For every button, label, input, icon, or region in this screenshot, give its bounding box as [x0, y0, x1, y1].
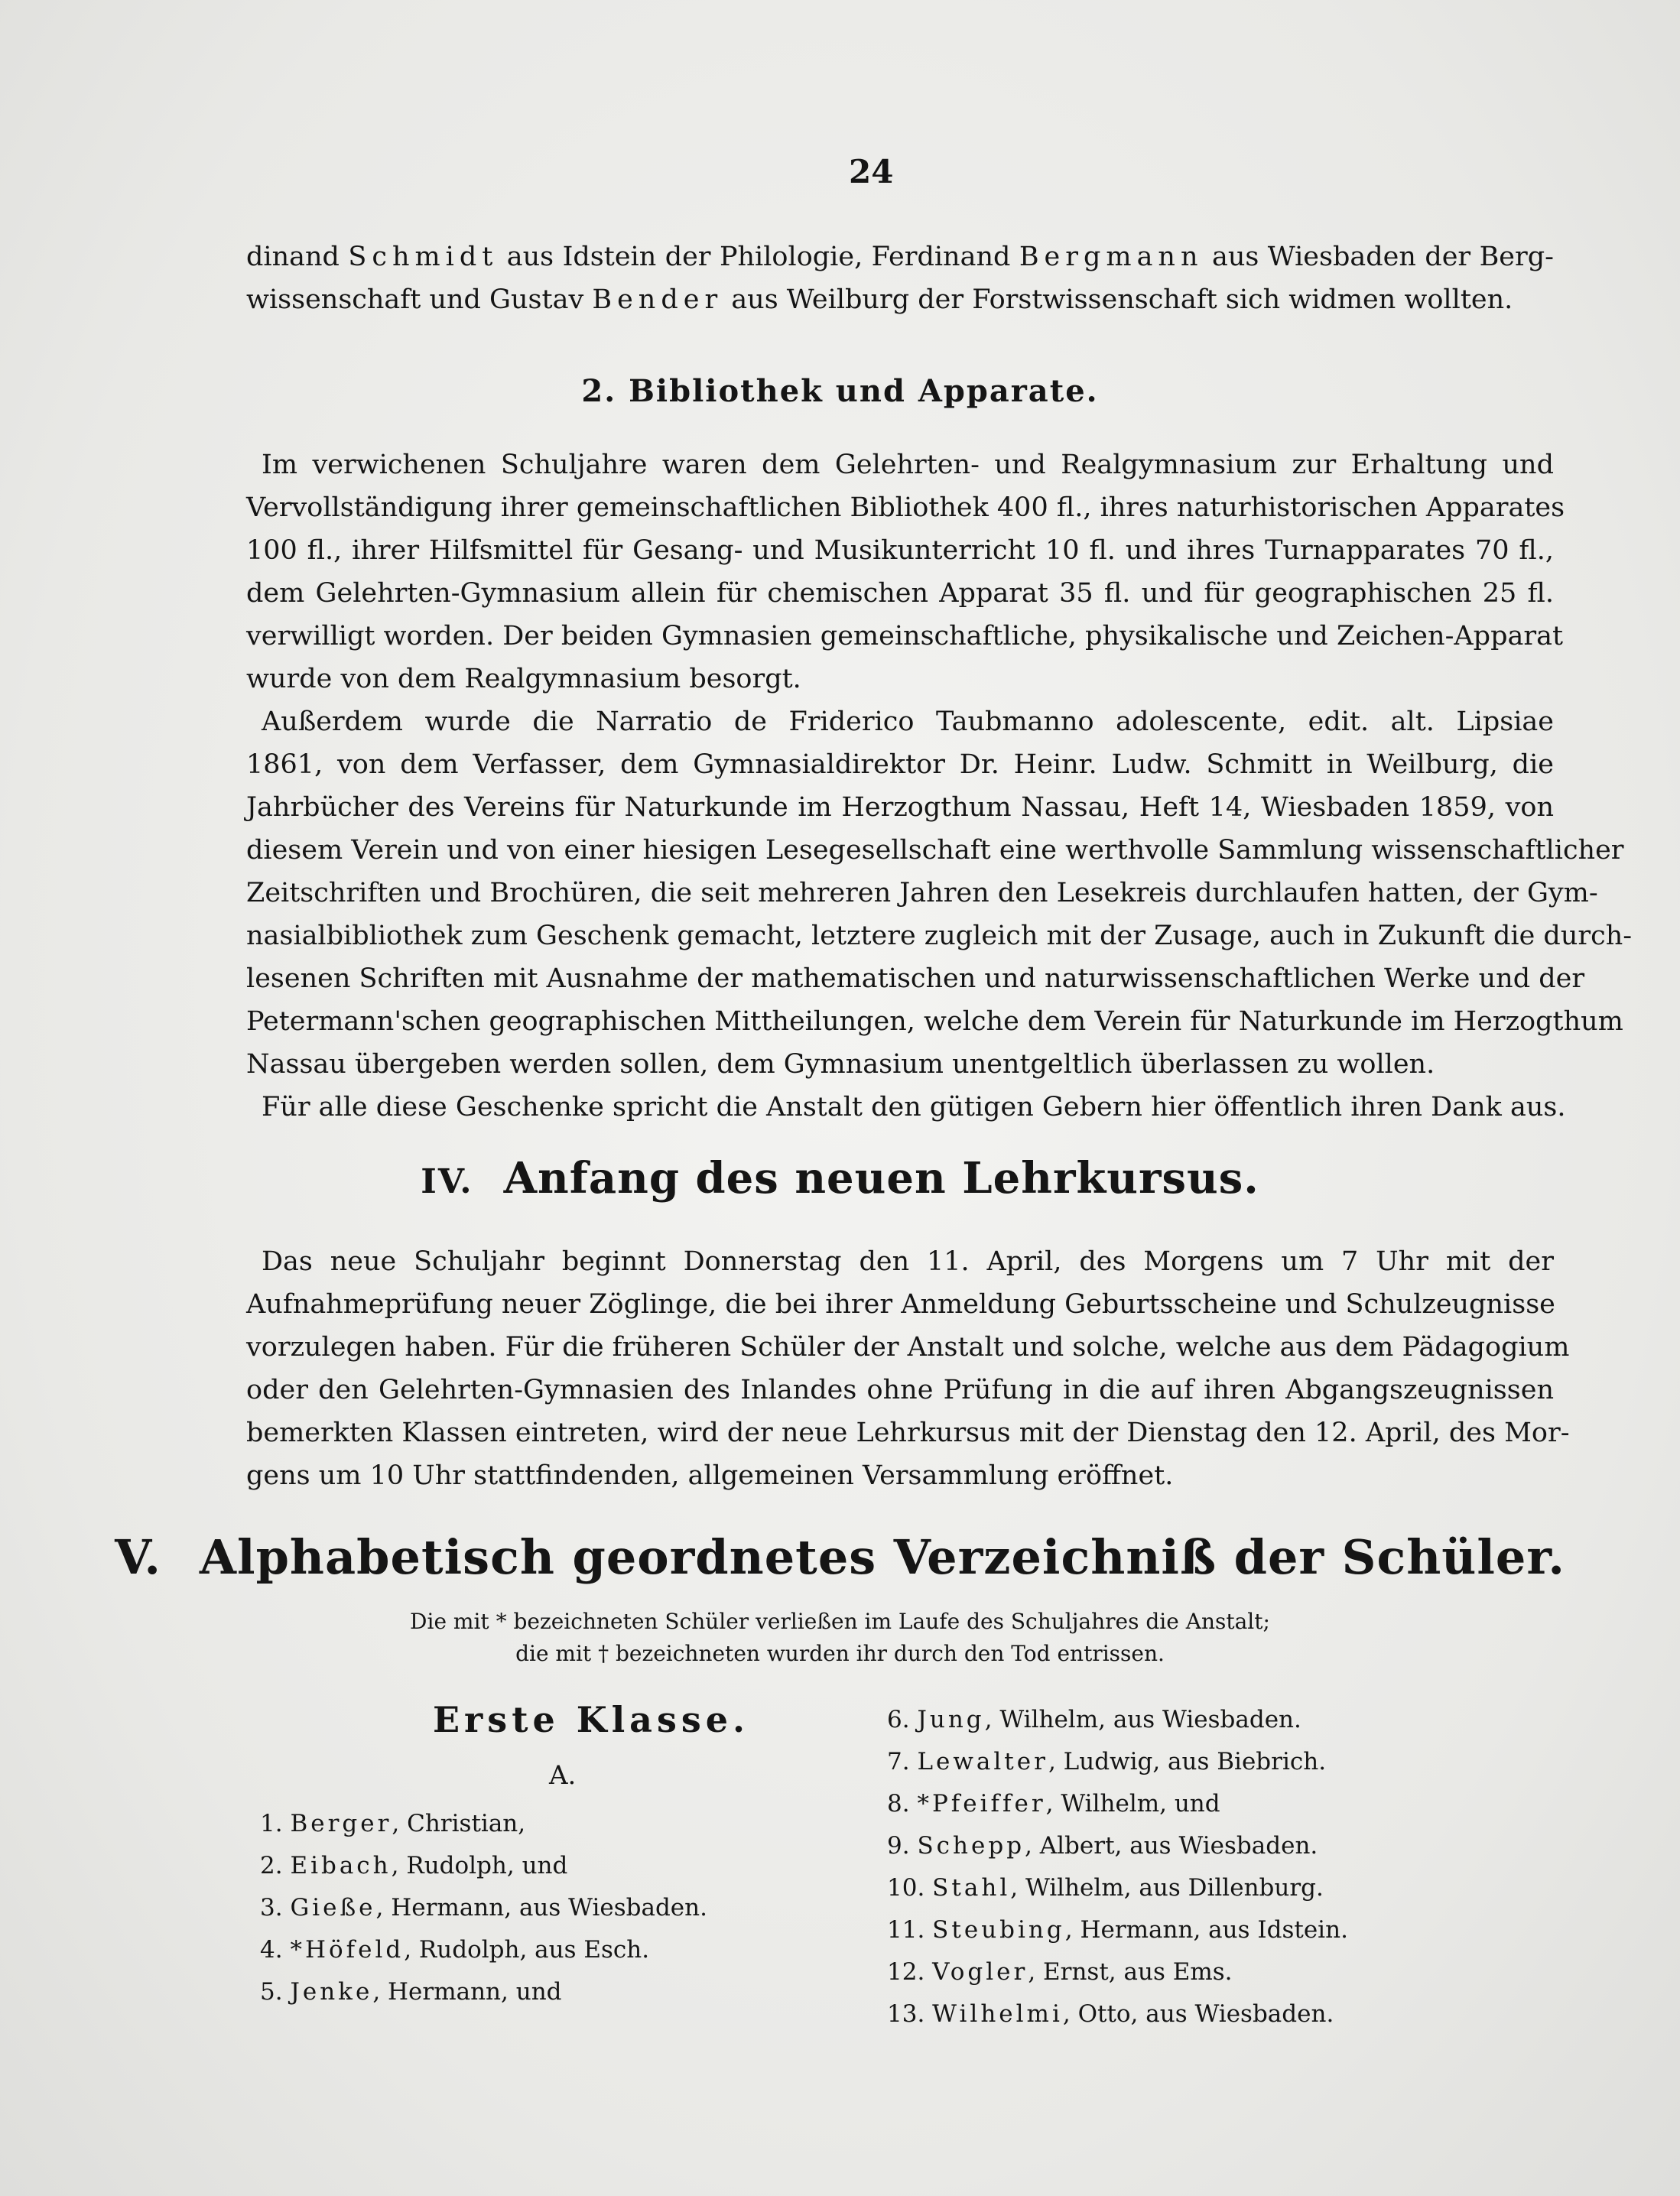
class-heading: Erste Klasse. [433, 1699, 750, 1740]
paragraph-line: lesenen Schriften mit Ausnahme der mathematischen und naturwissenschaftlichen Werke und der [246, 963, 1585, 994]
paragraph-line: Petermann'schen geographischen Mittheilungen, welche dem Verein für Naturkunde im Herzogthum [246, 1006, 1623, 1037]
paragraph-line: Vervollständigung ihrer gemeinschaftlichen Bibliothek 400 fl., ihres naturhistorischen Apparates [246, 492, 1565, 523]
intro-line-2: wissenschaft und Gustav Bender aus Weilburg der Forstwissenschaft sich widmen wollten. [246, 284, 1513, 315]
section-numeral: IV. [421, 1162, 473, 1201]
note-line-1: Die mit * bezeichneten Schüler verließen im Laufe des Schuljahres die Anstalt; [410, 1609, 1270, 1634]
student-list-left [260, 1803, 872, 2013]
paragraph-line: wurde von dem Realgymnasium besorgt. [246, 664, 801, 694]
page-number: 24 [849, 153, 894, 190]
paragraph-line: Außerdem wurde die Narratio de Friderico Taubmanno adolescente, edit. alt. Lipsiae [262, 707, 1554, 737]
list-item: 4. *Höfeld, Rudolph, aus Esch. [260, 1936, 650, 1964]
paragraph-line: Zeitschriften und Brochüren, die seit mehreren Jahren den Lesekreis durchlaufen hatten, der Gym- [246, 878, 1598, 908]
list-item: 9. Schepp, Albert, aus Wiesbaden. [887, 1832, 1318, 1860]
list-item: 6. Jung, Wilhelm, aus Wiesbaden. [887, 1706, 1301, 1733]
list-item: 7. Lewalter, Ludwig, aus Biebrich. [887, 1748, 1327, 1775]
list-item: 10. Stahl, Wilhelm, aus Dillenburg. [887, 1874, 1324, 1902]
paragraph-line: dem Gelehrten-Gymnasium allein für chemischen Apparat 35 fl. und für geographischen 25 fl. [246, 578, 1554, 609]
list-item: 3. Gieße, Hermann, aus Wiesbaden. [260, 1894, 707, 1922]
subsection-label: A. [549, 1760, 577, 1791]
list-item: 8. *Pfeiffer, Wilhelm, und [887, 1790, 1220, 1818]
paragraph-line: vorzulegen haben. Für die früheren Schüler der Anstalt und solche, welche aus dem Pädagogium [246, 1332, 1570, 1363]
section-title: Anfang des neuen Lehrkursus. [503, 1153, 1259, 1204]
paragraph-line: Für alle diese Geschenke spricht die Anstalt den gütigen Gebern hier öffentlich ihren Dank aus. [262, 1092, 1566, 1122]
list-item: 13. Wilhelmi, Otto, aus Wiesbaden. [887, 2000, 1334, 2028]
paragraph-line: Nassau übergeben werden sollen, dem Gymnasium unentgeltlich überlassen zu wollen. [246, 1049, 1435, 1080]
section-numeral: V. [115, 1529, 161, 1585]
student-list-right [887, 1699, 1575, 2035]
paragraph-line: bemerkten Klassen eintreten, wird der neue Lehrkursus mit der Dienstag den 12. April, des Mor- [246, 1418, 1570, 1448]
note-line-2: die mit † bezeichneten wurden ihr durch den Tod entrissen. [515, 1641, 1165, 1666]
list-item: 1. Berger, Christian, [260, 1810, 526, 1837]
paragraph-line: Das neue Schuljahr beginnt Donnerstag den 11. April, des Morgens um 7 Uhr mit der [262, 1246, 1554, 1277]
paragraph-line: oder den Gelehrten-Gymnasien des Inlandes ohne Prüfung in die auf ihren Abgangszeugnissen [246, 1375, 1554, 1405]
paragraph-line: verwilligt worden. Der beiden Gymnasien gemeinschaftliche, physikalische und Zeichen-Apparat [246, 621, 1564, 651]
section-heading-students [0, 1529, 1680, 1585]
paragraph-line: 100 fl., ihrer Hilfsmittel für Gesang- und Musikunterricht 10 fl. und ihres Turnapparates 70 fl., [246, 535, 1554, 566]
paragraph-line: Im verwichenen Schuljahre waren dem Gelehrten- und Realgymnasium zur Erhaltung und [262, 450, 1554, 480]
section-heading-course [0, 1153, 1680, 1204]
paragraph-line: 1861, von dem Verfasser, dem Gymnasialdirektor Dr. Heinr. Ludw. Schmitt in Weilburg, die [246, 749, 1554, 780]
paragraph-line: gens um 10 Uhr stattfindenden, allgemeinen Versammlung eröffnet. [246, 1460, 1174, 1491]
list-item: 12. Vogler, Ernst, aus Ems. [887, 1958, 1233, 1986]
paragraph-line: diesem Verein und von einer hiesigen Lesegesellschaft eine werthvolle Sammlung wissenschaftlicher [246, 835, 1624, 866]
section-heading-library: 2. Bibliothek und Apparate. [581, 373, 1099, 409]
paragraph-line: Aufnahmeprüfung neuer Zöglinge, die bei ihrer Anmeldung Geburtsscheine und Schulzeugnisse [246, 1289, 1555, 1320]
paragraph-line: nasialbibliothek zum Geschenk gemacht, letztere zugleich mit der Zusage, auch in Zukunft die durch- [246, 921, 1633, 951]
intro-line-1: dinand Schmidt aus Idstein der Philologie, Ferdinand Bergmann aus Wiesbaden der Berg- [246, 242, 1554, 272]
paragraph-line: Jahrbücher des Vereins für Naturkunde im Herzogthum Nassau, Heft 14, Wiesbaden 1859, von [246, 792, 1554, 823]
list-item: 2. Eibach, Rudolph, und [260, 1852, 568, 1879]
list-item: 11. Steubing, Hermann, aus Idstein. [887, 1916, 1348, 1944]
section-title: Alphabetisch geordnetes Verzeichniß der Schüler. [199, 1529, 1565, 1585]
list-item: 5. Jenke, Hermann, und [260, 1978, 562, 2006]
